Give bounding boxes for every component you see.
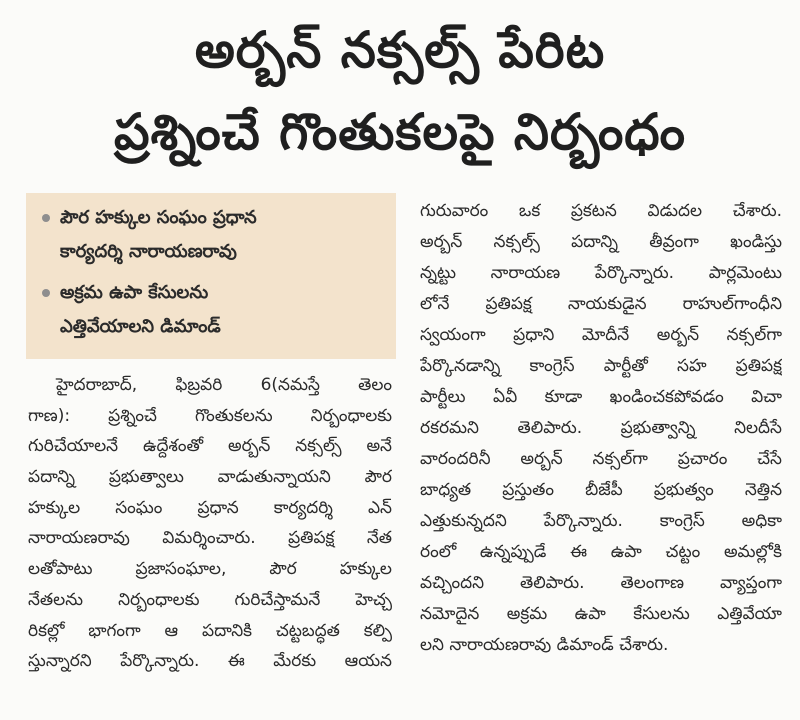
- highlight-line: ఎత్తివేయాలని డిమాండ్: [60, 316, 221, 337]
- body-line: గురిచేయాలనే ఉద్దేశంతో అర్బన్ నక్సల్స్ అనే: [28, 436, 392, 457]
- body-line: నారాయణరావు విమర్శించారు. ప్రతిపక్ష నేత: [28, 528, 392, 549]
- body-line: నేతలను నిర్బంధాలకు గురిచేస్తామనే హెచ్చ: [28, 589, 392, 610]
- article-body-left-column: [28, 370, 392, 677]
- body-line: బాధ్యత ప్రస్తుతం బీజేపీ ప్రభుత్వం నెత్తిన: [420, 480, 782, 500]
- highlights-box: [26, 193, 396, 359]
- article-body-right-column: [420, 196, 782, 661]
- body-line: స్వయంగా ప్రధాని మోదీనే అర్బన్ నక్సల్‌గా: [420, 325, 782, 345]
- body-line: న్నట్టు నారాయణ పేర్కొన్నారు. పార్లమెంటు: [420, 263, 782, 283]
- highlight-line: అక్రమ ఉపా కేసులను: [60, 282, 209, 303]
- body-line: హైదరాబాద్, ఫిబ్రవరి 6(నమస్తే తెలం: [56, 375, 392, 395]
- headline-line-1: అర్బన్ నక్సల్స్ పేరిట: [194, 21, 606, 79]
- body-line: అర్బన్ నక్సల్స్ పదాన్ని తీవ్రంగా ఖండిస్తు: [420, 232, 782, 252]
- body-line: ఎత్తుకున్నదని పేర్కొన్నారు. కాంగ్రెస్ అధికా: [420, 511, 782, 531]
- body-line: వచ్చిందని తెలిపారు. తెలంగాణ వ్యాప్తంగా: [420, 573, 782, 593]
- body-line: పదాన్ని ప్రభుత్వాలు వాడుతున్నాయని పౌర: [28, 467, 392, 488]
- body-line: గురువారం ఒక ప్రకటన విడుదల చేశారు.: [420, 201, 782, 221]
- body-line: రంలో ఉన్నప్పుడే ఈ ఉపా చట్టం అమల్లోకి: [420, 542, 782, 562]
- highlight-item: [46, 201, 386, 269]
- headline-line-2: ప్రశ్నించే గొంతుకలపై నిర్బంధం: [114, 103, 686, 161]
- highlight-item: [46, 276, 386, 344]
- highlight-line: పౌర హక్కుల సంఘం ప్రధాన: [60, 207, 257, 228]
- body-line: స్తున్నారని పేర్కొన్నారు. ఈ మేరకు ఆయన: [28, 651, 392, 672]
- body-line: లోనే ప్రతిపక్ష నాయకుడైన రాహుల్‌గాంధీని: [420, 294, 782, 314]
- bullet-icon: [42, 289, 50, 297]
- body-line: రకరమని తెలిపారు. ప్రభుత్వాన్ని నిలదీసే: [420, 418, 782, 438]
- highlight-line: కార్యదర్శి నారాయణరావు: [60, 241, 237, 262]
- body-line: పార్టీలు ఏవీ కూడా ఖండించకపోవడం విచా: [420, 387, 782, 407]
- body-line: లతోపాటు ప్రజాసంఘాల, పౌర హక్కుల: [28, 559, 392, 580]
- body-line: గాణ): ప్రశ్నించే గొంతుకలను నిర్బంధాలకు: [28, 405, 392, 426]
- body-line: నమోదైన అక్రమ ఉపా కేసులను ఎత్తివేయా: [420, 604, 782, 624]
- body-line: వారందరినీ అర్బన్ నక్సల్‌గా ప్రచారం చేసే: [420, 449, 782, 469]
- body-line: పేర్కొనడాన్ని కాంగ్రెస్ పార్టీతో సహ ప్రతిపక్ష: [420, 356, 782, 376]
- bullet-icon: [42, 214, 50, 222]
- body-line: హక్కుల సంఘం ప్రధాన కార్యదర్శి ఎన్: [28, 497, 392, 518]
- body-line: రికల్లో భాగంగా ఆ పదానికి చట్టబద్ధత కల్పి: [28, 620, 392, 641]
- body-line: లని నారాయణరావు డిమాండ్ చేశారు.: [420, 635, 669, 655]
